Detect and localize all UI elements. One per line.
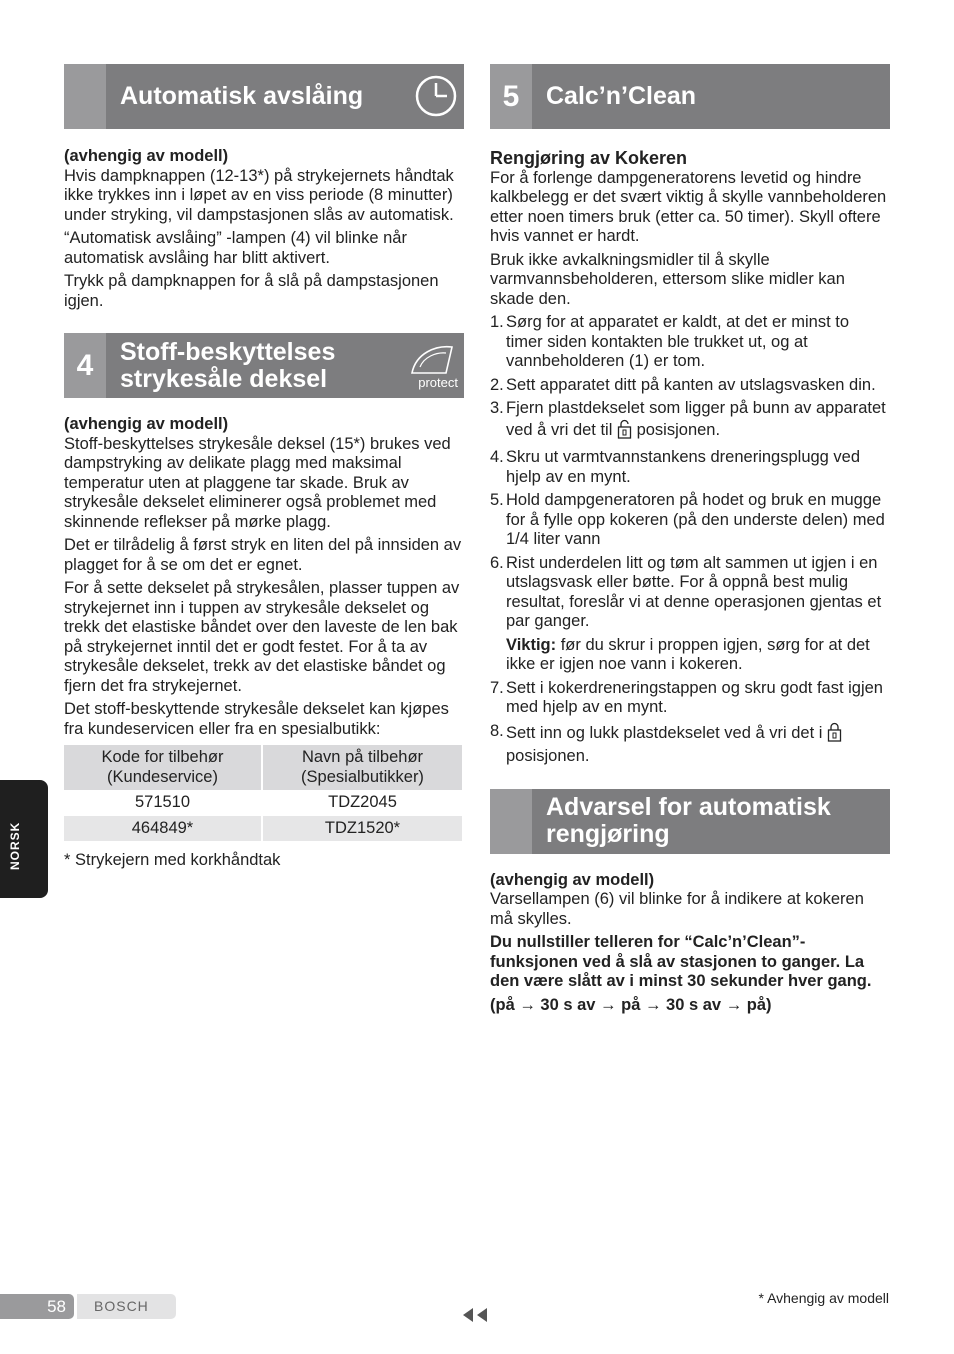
table-header-cell (262, 745, 463, 790)
list-item (490, 376, 890, 396)
section-header-calc-n-clean (490, 64, 890, 129)
table-header-cell (64, 745, 262, 790)
paragraph: Bruk ikke avkalkningsmidler til å skylle varmvannsbeholderen, ettersom slike midler kan skade den. (490, 250, 845, 308)
step-text: Sett i kokerdreneringstappen og skru godt fast igjen med hjelp av en mynt. (506, 678, 883, 716)
list-item (490, 722, 890, 767)
section-title-line1: Stoff-beskyttelses (120, 337, 336, 366)
table-cell: TDZ2045 (262, 790, 463, 816)
step-number: 2. (490, 375, 504, 394)
footnote: * Strykejern med korkhåndtak (64, 851, 281, 869)
header-text: (Kundeservice) (107, 767, 218, 786)
paragraph: Det er tilrådelig å først stryk en liten del på innsiden av plagget for å se om det er egnet. (64, 536, 462, 574)
paragraph: Trykk på dampknappen for å slå på dampstasjonen igjen. (64, 272, 439, 310)
section-title: Calc’n’Clean (546, 82, 697, 110)
clock-icon (414, 74, 458, 123)
step-number: 5. (490, 491, 504, 509)
bold-paragraph: Du nullstiller telleren for “Calc’n’Clean”-funksjonen ved å slå av stasjonen to ganger. La den være slått av i minst 30 sekunder hver gang. (490, 933, 872, 990)
list-item (490, 491, 890, 550)
step-text: Sørg for at apparatet er kaldt, at det er minst to timer siden kontakten ble trukket ut, og at vannbeholderen (1) er tom. (506, 313, 849, 370)
section-title-line1: Advarsel for automatisk (546, 793, 831, 821)
note-label: Viktig: (506, 635, 557, 654)
brand-label: BOSCH (77, 1294, 176, 1319)
step-number: 3. (490, 399, 504, 417)
list-item (490, 679, 890, 718)
step-text: Sett inn og lukk plastdekselet ved å vri det i (506, 723, 823, 742)
list-item (490, 448, 890, 487)
section-number-box (490, 789, 532, 854)
unlock-icon (617, 419, 632, 445)
step-number: 6. (490, 553, 504, 572)
table-cell: 464849* (64, 816, 262, 842)
subheading: Rengjøring av Kokeren (490, 148, 688, 168)
paragraph: Varsellampen (6) vil blinke for å indikere at kokeren må skylles. (490, 890, 864, 928)
table-header-row (64, 745, 463, 790)
paragraph: For å forlenge dampgeneratorens levetid og hindre kalkbelegg er det svært viktig å skylle vannbeholderen etter noen timers bruk (etter ca. 50 timer). Skyll oftere hvis vannet er hardt. (490, 168, 887, 245)
section-title-line2: rengjøring (546, 820, 670, 848)
accessory-table (64, 745, 464, 841)
model-note: (avhengig av modell) (64, 147, 229, 165)
step-text: Hold dampgeneratoren på hodet og bruk en mugge for å fylle opp kokeren (på den underste delen) med 1/4 liter vann (506, 491, 885, 548)
left-column (64, 64, 464, 871)
section-title (120, 333, 335, 398)
cleaning-steps (490, 313, 890, 767)
step-number: 4. (490, 448, 504, 466)
section-header-auto-shutoff (64, 64, 464, 129)
section-number-box (64, 64, 106, 129)
header-text: Kode for tilbehør (101, 748, 224, 766)
section-title: Automatisk avslåing (120, 82, 364, 110)
section-title (546, 789, 831, 854)
language-label: NORSK (8, 821, 22, 870)
step-text: Fjern plastdekselet som ligger på bunn av apparatet ved å vri det til (506, 399, 886, 439)
model-note: (avhengig av modell) (64, 415, 229, 433)
header-text: Navn på tilbehør (301, 748, 424, 766)
table-cell: 571510 (64, 790, 262, 816)
section-header-auto-clean-warning (490, 789, 890, 854)
list-item (490, 313, 890, 372)
step-number: 7. (490, 678, 504, 697)
paragraph: Hvis dampknappen (12-13*) på strykejernets håndtak ikke trykkes inn i løpet av en viss periode (8 minutter) under stryking, vil dampstasjonen slås av automatisk. (64, 166, 454, 224)
step-text: Skru ut varmtvannstankens dreneringsplugg ved hjelp av en mynt. (506, 448, 861, 486)
step-number: 1. (490, 313, 504, 331)
paragraph: Det stoff-beskyttende strykesåle dekselet kan kjøpes fra kundeservicen eller fra en spesialbutikk: (64, 700, 449, 738)
paragraph: Stoff-beskyttelses strykesåle deksel (15*) brukes ved dampstryking av delikate plagg med maksimal temperatur uten at plaggene tar skade. Bruk av strykesåle dekselet eliminerer også problemet med skinnende reflekser på mørke plagg. (64, 434, 451, 531)
step-text: posisjonen. (506, 747, 590, 765)
note-text: før du skrur i proppen igjen, sørg for at det ikke er igjen noe vann i kokeren. (506, 635, 870, 673)
protect-label: protect (418, 375, 458, 390)
page-number: 58 (0, 1294, 74, 1319)
list-item (490, 399, 890, 444)
lock-icon (827, 722, 842, 748)
step-text: posisjonen. (636, 420, 721, 439)
table-cell: TDZ1520* (262, 816, 463, 842)
language-tab (0, 780, 48, 898)
header-text: (Spesialbutikker) (301, 767, 424, 786)
paragraph: “Automatisk avslåing” -lampen (4) vil blinke når automatisk avslåing har blitt aktivert. (64, 229, 407, 267)
back-arrows-icon[interactable] (462, 1308, 490, 1327)
step-text: Sett apparatet ditt på kanten av utslagsvasken din. (506, 375, 876, 394)
list-item (490, 554, 890, 675)
footer-note: * Avhengig av modell (758, 1290, 889, 1306)
section-number: 4 (64, 333, 106, 398)
paragraph: For å sette dekselet på strykesålen, plasser tuppen av strykejernet inn i tuppen av strykesåle dekselet og trekk det elastiske båndet over den laveste de len bak på strykejernet inntil det er godt festet. For å ta av strykesåle dekselet, trekk av det elastiske båndet og fjern det fra strykejernet. (64, 579, 460, 695)
section-title-line2: strykesåle deksel (120, 364, 328, 393)
step-number: 8. (490, 721, 504, 740)
step-text: Rist underdelen litt og tøm alt sammen ut igjen i en utslagsvask eller bøtte. For å oppnå best mulig resultat, foreslår vi at denne operasjonen gjentas et par ganger. (506, 553, 882, 630)
table-row (64, 790, 463, 816)
model-note: (avhengig av modell) (490, 870, 655, 889)
right-column (490, 64, 890, 1015)
section-number: 5 (490, 64, 532, 129)
bold-sequence: (på → 30 s av → på → 30 s av → på) (490, 995, 772, 1014)
section-header-soleplate-cover (64, 333, 464, 398)
table-row (64, 816, 463, 842)
